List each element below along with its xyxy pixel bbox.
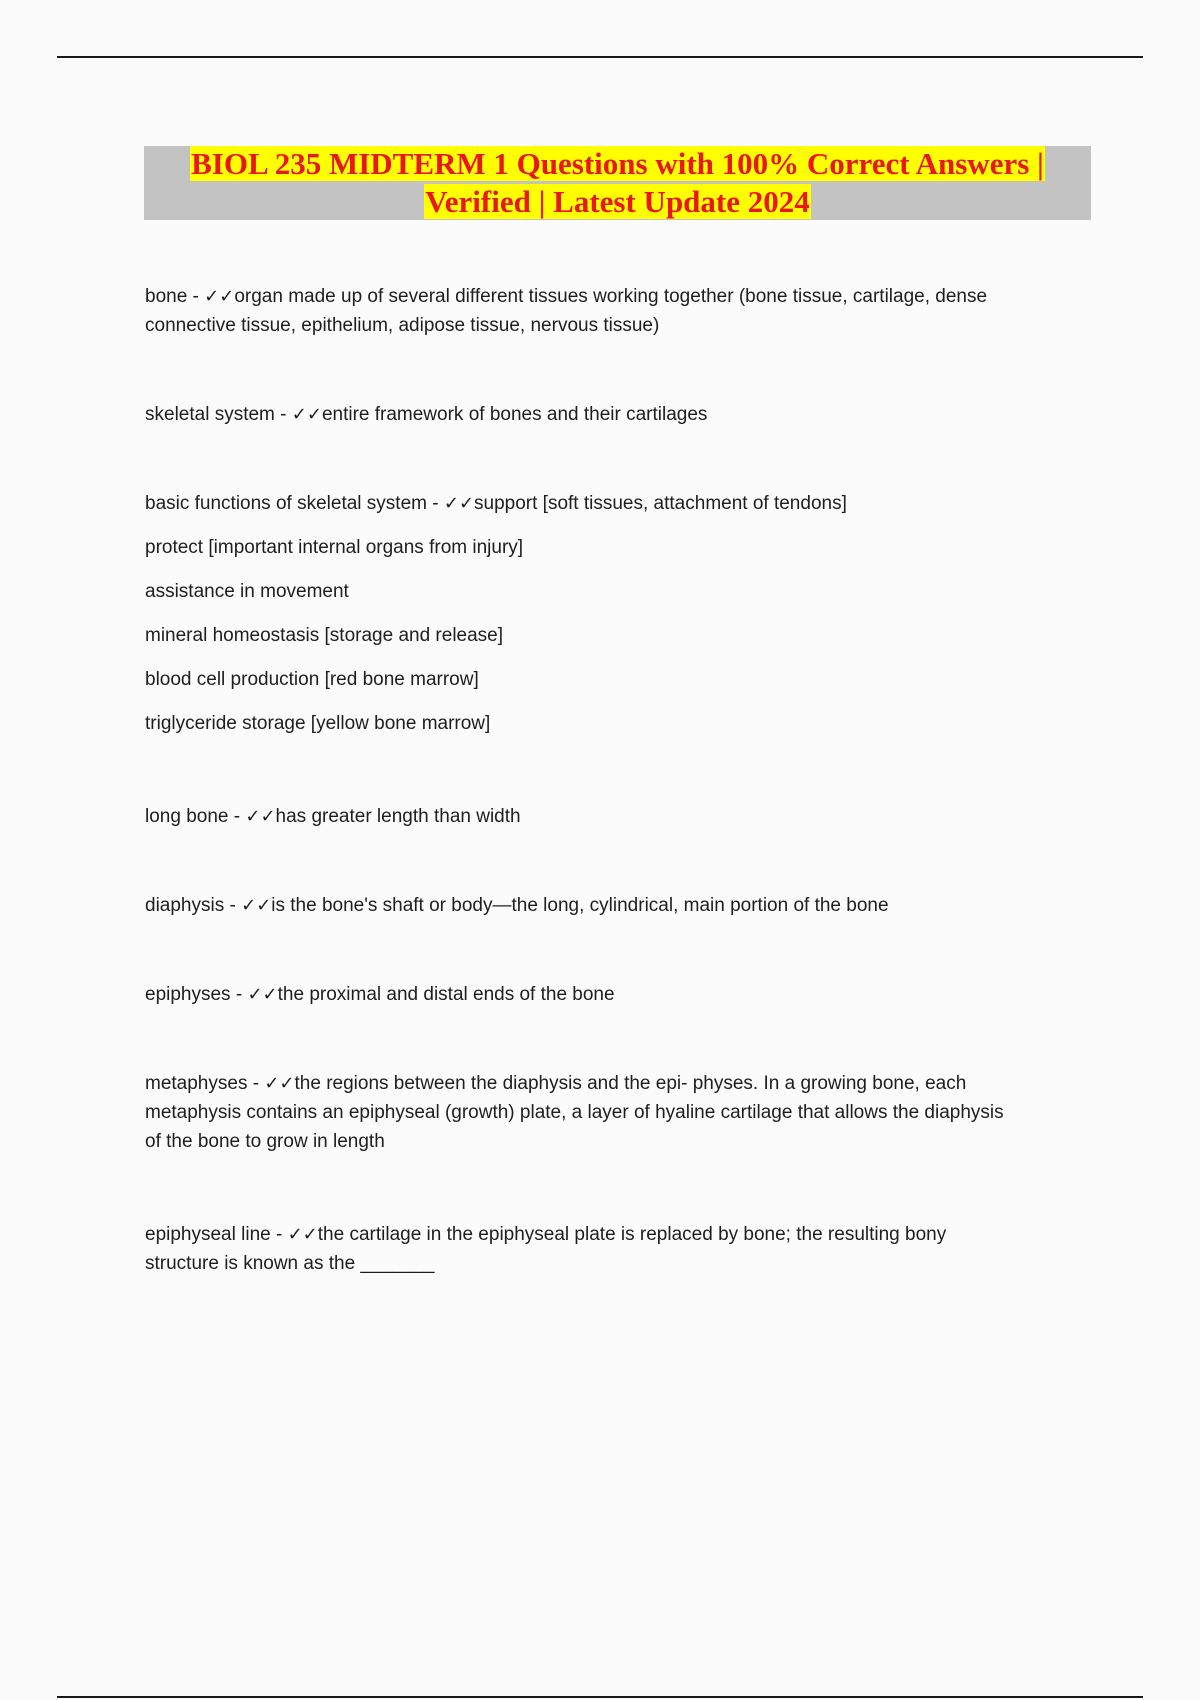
entry-term: epiphyses (145, 984, 231, 1005)
flashcard-entry (145, 1069, 1085, 1156)
entry-first-line: epiphyseal line - ✓✓the cartilage in the epiphyseal plate is replaced by bone; the resulting bony (145, 1224, 947, 1245)
entry-definition: support [soft tissues, attachment of tendons] (474, 493, 847, 514)
entry-first-line: epiphyses - ✓✓the proximal and distal ends of the bone (145, 984, 615, 1005)
entry-definition: entire framework of bones and their cartilages (321, 404, 708, 425)
flashcard-entry (145, 891, 1085, 920)
entry-first-line: bone - ✓✓organ made up of several different tissues working together (bone tissue, cartilage, dense (145, 286, 988, 307)
entry-definition: the cartilage in the epiphyseal plate is replaced by bone; the resulting bony (317, 1224, 947, 1245)
entry-extra-line: protect [important internal organs from injury] (145, 537, 524, 558)
top-rule (57, 56, 1143, 58)
entry-extra-line: assistance in movement (145, 581, 349, 602)
double-check-icon: ✓✓ (287, 1224, 318, 1245)
entry-term: epiphyseal line (145, 1224, 271, 1245)
entry-first-line: long bone - ✓✓has greater length than width (145, 806, 521, 827)
entry-first-line: metaphyses - ✓✓the regions between the diaphysis and the epi- physes. In a growing bone, each (145, 1073, 967, 1094)
double-check-icon: ✓✓ (291, 404, 322, 425)
entry-extra-line: triglyceride storage [yellow bone marrow] (145, 713, 491, 734)
flashcard-entry (145, 980, 1085, 1009)
flashcard-entry (145, 489, 1085, 738)
entry-term: long bone (145, 806, 229, 827)
entry-term: basic functions of skeletal system (145, 493, 427, 514)
flashcard-entry (145, 400, 1085, 429)
entry-definition: is the bone's shaft or body—the long, cylindrical, main portion of the bone (271, 895, 889, 916)
flashcard-entry (145, 802, 1085, 831)
entry-extra-line: mineral homeostasis [storage and release] (145, 625, 504, 646)
entry-definition: the proximal and distal ends of the bone (277, 984, 615, 1005)
entry-definition-continuation: of the bone to grow in length (145, 1131, 385, 1152)
title-line-1: BIOL 235 MIDTERM 1 Questions with 100% Correct Answers | (191, 146, 1044, 181)
entry-definition: the regions between the diaphysis and the epi- physes. In a growing bone, each (294, 1073, 967, 1094)
double-check-icon: ✓✓ (247, 984, 278, 1005)
flashcard-entry (145, 1220, 1085, 1278)
entry-first-line: basic functions of skeletal system - ✓✓support [soft tissues, attachment of tendons] (145, 493, 847, 514)
double-check-icon: ✓✓ (204, 286, 235, 307)
entry-term: metaphyses (145, 1073, 248, 1094)
flashcard-list (145, 282, 1085, 1278)
entry-extra-line: blood cell production [red bone marrow] (145, 669, 479, 690)
entry-term: diaphysis (145, 895, 225, 916)
page-title (190, 145, 1045, 221)
entry-term: bone (145, 286, 188, 307)
entry-definition-continuation: metaphysis contains an epiphyseal (growth) plate, a layer of hyaline cartilage that allows the diaphysis (145, 1102, 1004, 1123)
double-check-icon: ✓✓ (264, 1073, 295, 1094)
double-check-icon: ✓✓ (443, 493, 475, 514)
entry-definition: has greater length than width (275, 806, 521, 827)
flashcard-entry (145, 282, 1085, 340)
double-check-icon: ✓✓ (245, 806, 276, 827)
entry-definition-continuation: connective tissue, epithelium, adipose tissue, nervous tissue) (145, 315, 660, 336)
title-line-2: Verified | Latest Update 2024 (425, 184, 810, 219)
entry-definition-continuation: structure is known as the _______ (145, 1253, 435, 1274)
double-check-icon: ✓✓ (241, 895, 272, 916)
entry-first-line: skeletal system - ✓✓entire framework of bones and their cartilages (145, 404, 708, 425)
bottom-rule (57, 1696, 1143, 1698)
entry-first-line: diaphysis - ✓✓is the bone's shaft or body—the long, cylindrical, main portion of the bone (145, 895, 889, 916)
entry-term: skeletal system (145, 404, 275, 425)
title-band (144, 146, 1091, 220)
entry-definition: organ made up of several different tissues working together (bone tissue, cartilage, dense (234, 286, 988, 307)
